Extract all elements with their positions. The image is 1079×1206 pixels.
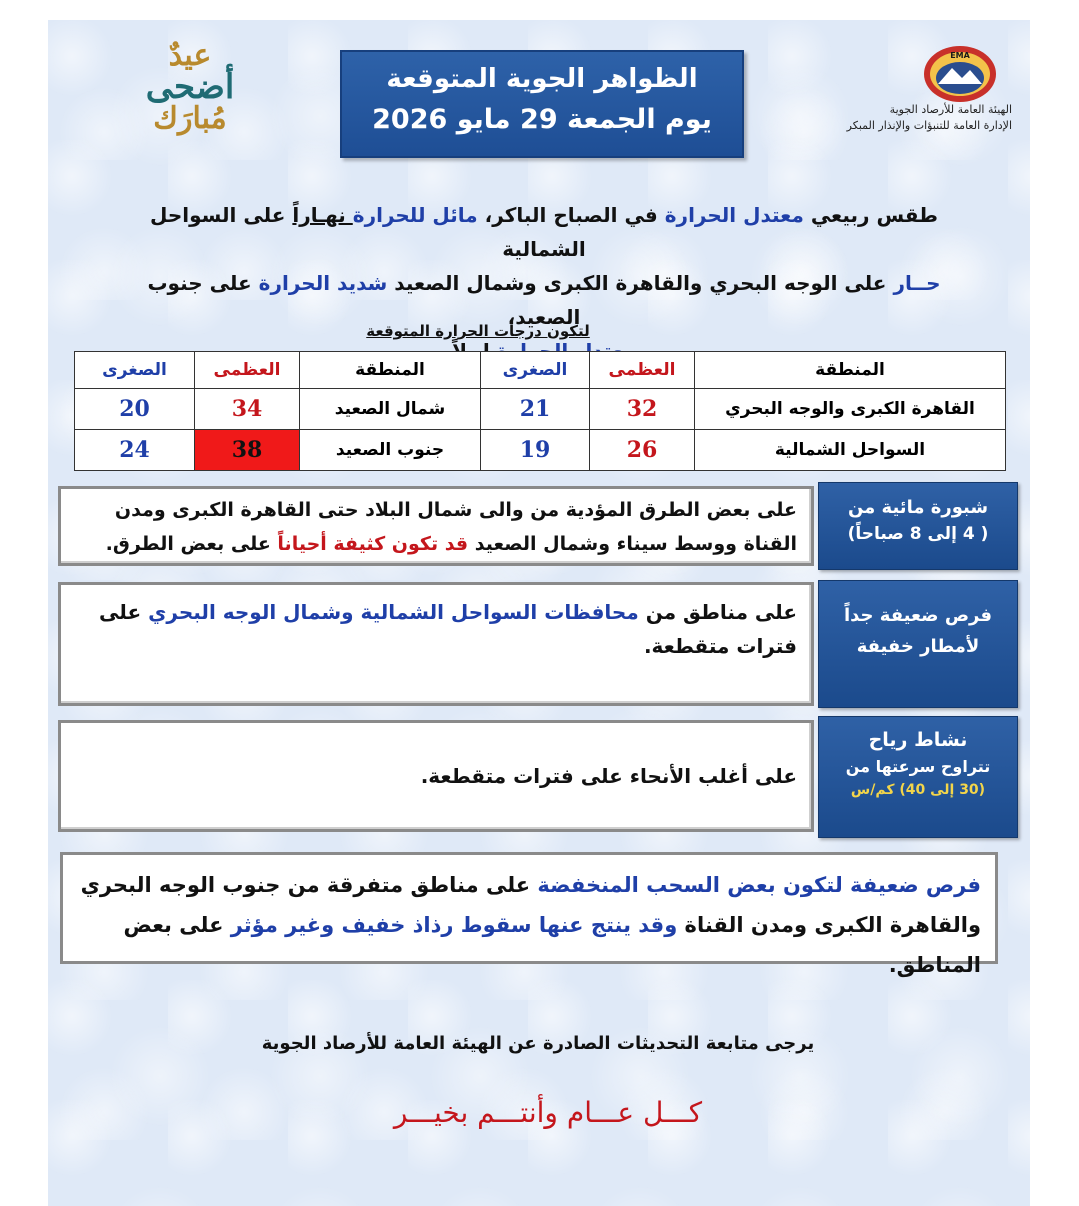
header-region: المنطقة <box>695 352 1006 389</box>
wind-label-line2: تتراوح سرعتها من <box>845 757 991 776</box>
header-min: الصغرى <box>75 352 195 389</box>
fog-content <box>58 486 814 566</box>
wind-label-line1: نشاط رياح <box>868 729 968 751</box>
wind-content <box>58 720 814 832</box>
clouds-text: على مناطق متفرقة من جنوب الوجه البحري والقاهرة الكبرى ومدن القناة <box>80 873 981 937</box>
table-row <box>75 430 1006 471</box>
weather-description <box>108 198 980 368</box>
max-temp-cell: 26 <box>590 430 695 471</box>
header-max: العظمى <box>195 352 300 389</box>
header-region: المنطقة <box>300 352 481 389</box>
desc-highlight: مائل للحرارة <box>352 203 478 227</box>
wind-text: على أغلب الأنحاء على فترات متقطعة. <box>420 764 797 788</box>
max-temp-cell: 32 <box>590 389 695 430</box>
min-temp-cell: 20 <box>75 389 195 430</box>
eid-line3: مُبارَك <box>153 101 227 136</box>
eid-greeting-logo <box>120 38 260 146</box>
desc-highlight: معتدل الحرارة <box>664 203 804 227</box>
desc-part: على الوجه البحري والقاهرة الكبرى وشمال الصعيد <box>387 271 894 295</box>
desc-highlight: شديد الحرارة <box>258 271 388 295</box>
fog-label <box>818 482 1018 570</box>
desc-part: نهـاراً <box>292 203 353 227</box>
desc-highlight: حــار <box>893 271 941 295</box>
wind-label <box>818 716 1018 838</box>
fog-label-line2: ( 4 إلى 8 صباحاً) <box>847 524 989 544</box>
rain-label <box>818 580 1018 708</box>
bulletin-date: يوم الجمعة 29 مايو 2026 <box>372 104 712 135</box>
bulletin-title: الظواهر الجوية المتوقعة <box>386 64 698 94</box>
ema-logo-icon <box>920 44 1000 104</box>
fog-label-line1: شبورة مائية من <box>847 497 989 518</box>
fog-text-highlight: قد تكون كثيفة أحياناً <box>277 533 469 555</box>
region-cell: جنوب الصعيد <box>300 430 481 471</box>
bulletin-title-box <box>340 50 744 158</box>
bulletin-page <box>48 20 1030 1206</box>
rain-text: على مناطق من <box>638 600 797 624</box>
rain-text: على فترات متقطعة. <box>99 600 797 658</box>
temperature-table <box>74 351 1006 471</box>
fog-text: على بعض الطرق المؤدية من والى شمال البلاد حتى القاهرة الكبرى ومدن القناة ووسط سيناء وشمال الصعيد <box>114 499 797 555</box>
eid-line2: أضحى <box>145 67 235 107</box>
rain-text-highlight: محافظات السواحل الشمالية وشمال الوجه البحري <box>148 600 639 624</box>
temperature-table-caption: لتكون درجات الحرارة المتوقعة <box>366 322 590 340</box>
desc-part: في الصباح الباكر، <box>477 203 665 227</box>
table-row <box>75 389 1006 430</box>
fog-text: على بعض الطرق. <box>105 533 278 555</box>
clouds-highlight: وقد ينتج عنها سقوط رذاذ خفيف وغير مؤثر <box>230 913 678 937</box>
rain-label-line2: لأمطار خفيفة <box>856 636 980 657</box>
low-clouds-note <box>60 852 998 977</box>
holiday-greeting: كـــل عـــام وأنتـــم بخيـــر <box>393 1096 703 1129</box>
organization-name <box>812 102 1012 134</box>
wind-label-line3: (30 إلى 40) كم/س <box>850 782 986 798</box>
desc-part: على جنوب الصعيد، <box>147 271 581 329</box>
max-temp-cell-extreme: 38 <box>195 430 300 471</box>
org-line1: الهيئة العامة للأرصاد الجوية <box>889 103 1012 116</box>
min-temp-cell: 24 <box>75 430 195 471</box>
rain-label-line1: فرص ضعيفة جداً <box>843 605 993 626</box>
clouds-text: على بعض المناطق. <box>123 913 981 977</box>
org-line2: الإدارة العامة للتنبؤات والإنذار المبكر <box>846 119 1012 132</box>
max-temp-cell: 34 <box>195 389 300 430</box>
rain-content <box>58 582 814 706</box>
min-temp-cell: 21 <box>481 389 590 430</box>
table-header-row <box>75 352 1006 389</box>
region-cell: السواحل الشمالية <box>695 430 1006 471</box>
follow-updates-note: يرجى متابعة التحديثات الصادرة عن الهيئة العامة للأرصاد الجوية <box>261 1033 815 1054</box>
eid-line1: عيدٌ <box>168 38 212 73</box>
desc-part: على السواحل الشمالية <box>150 203 586 261</box>
region-cell: شمال الصعيد <box>300 389 481 430</box>
region-cell: القاهرة الكبرى والوجه البحري <box>695 389 1006 430</box>
min-temp-cell: 19 <box>481 430 590 471</box>
header-min: الصغرى <box>481 352 590 389</box>
clouds-highlight: فرص ضعيفة لتكون بعض السحب المنخفضة <box>537 873 981 897</box>
header-max: العظمى <box>590 352 695 389</box>
desc-part: طقس ربيعي <box>803 203 938 227</box>
logo-text: EMA <box>950 51 970 60</box>
